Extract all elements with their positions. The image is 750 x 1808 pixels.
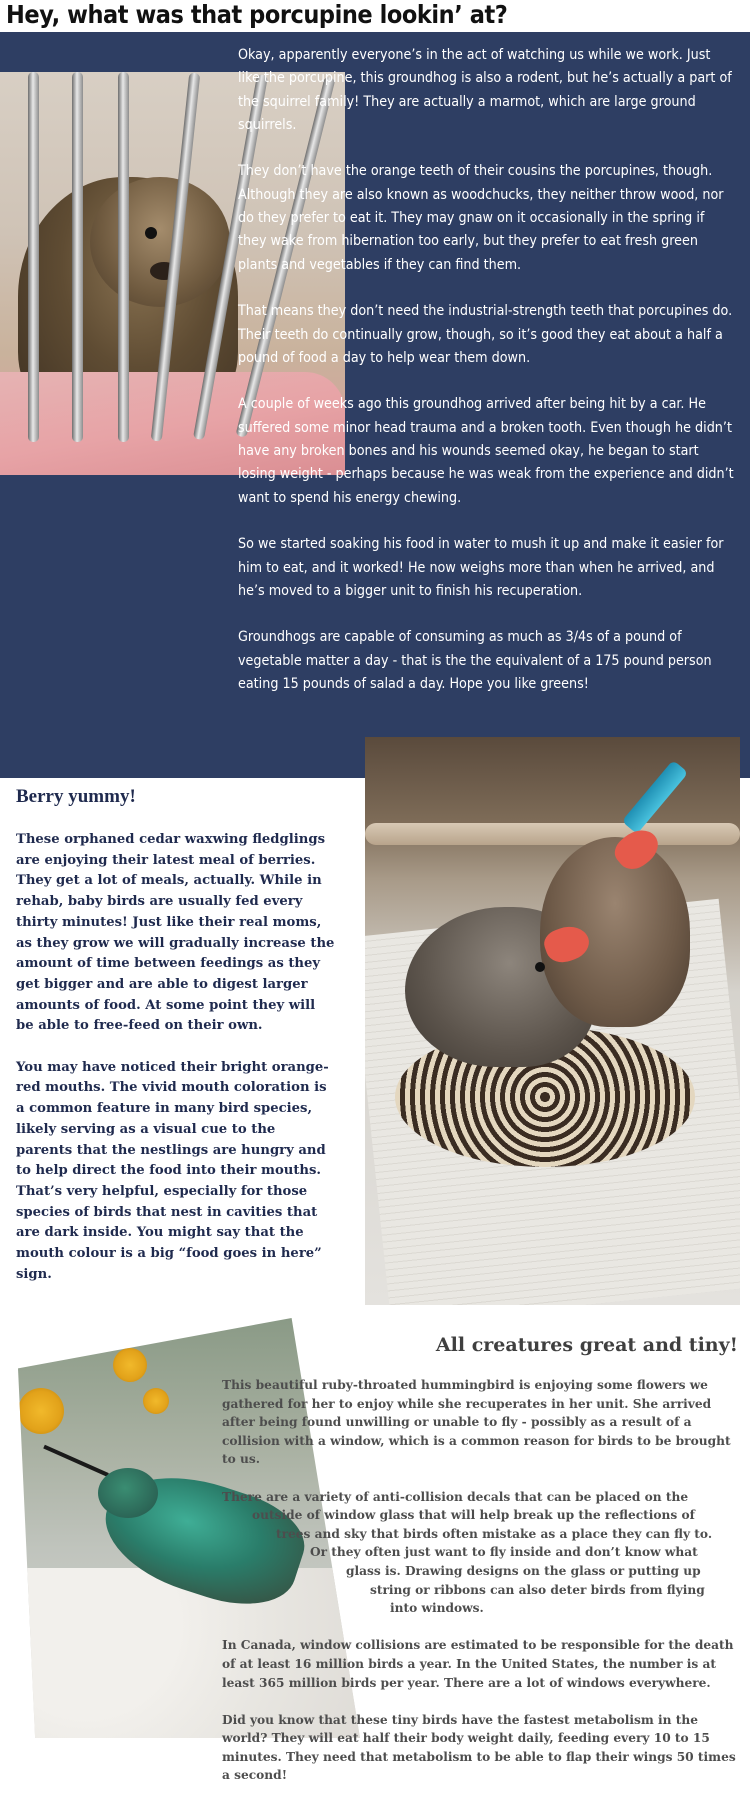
waxwing-title: Berry yummy! [16, 786, 136, 807]
cage-bar [28, 72, 39, 442]
text-line: outside of window glass that will help break up the reflections of [252, 1508, 695, 1523]
text-line: trees and sky that birds often mistake as a place they can fly to. [276, 1526, 713, 1541]
hummingbird-beak [43, 1445, 109, 1477]
groundhog-paragraph: So we started soaking his food in water to mush it up and make it easier for him to eat, and it worked! He now weighs more than when he arrived, and he’s moved to a bigger unit to finish his recuperation. [238, 536, 724, 599]
cage-bar [118, 72, 129, 442]
hummingbird-title: All creatures great and tiny! [435, 1334, 738, 1356]
hummingbird-paragraph: Did you know that these tiny birds have the fastest metabolism in the world? They will eat half their body weight daily, feeding every 10 to 15 minutes. They need that metabolism to be able to flap their wings 50 times a second! [222, 1712, 736, 1783]
hummingbird-head [98, 1468, 158, 1518]
waxwing-photo [365, 737, 740, 1305]
groundhog-paragraph: A couple of weeks ago this groundhog arrived after being hit by a car. He suffered some minor head trauma and a broken tooth. Even though he didn’t have any broken bones and his wounds seemed okay, he began to start losing weight - perhaps because he was weak from the experience and didn’t want to spend his energy chewing. [238, 396, 734, 506]
groundhog-paragraph: Okay, apparently everyone’s in the act of watching us while we work. Just like the porcupine, this groundhog is also a rodent, but he’s actually a part of the squirrel family! They are actually a marmot, which are large ground squirrels. [238, 47, 732, 133]
text-line: string or ribbons can also deter birds from flying [370, 1582, 705, 1597]
fledgling-eye [535, 962, 545, 972]
hummingbird-paragraph: In Canada, window collisions are estimated to be responsible for the death of at least 16 million birds a year. In the United States, the number is at least 365 million birds per year. There are a lot of windows everywhere. [222, 1638, 734, 1690]
text-line: into windows. [390, 1601, 484, 1616]
groundhog-title: Hey, what was that porcupine lookin’ at? [6, 0, 508, 29]
groundhog-paragraph: That means they don’t need the industrial-strength teeth that porcupines do. Their teeth do continually grow, though, so it’s good they eat about a half a pound of food a day to help wear them down. [238, 303, 733, 366]
groundhog-eye [145, 227, 157, 239]
waxwing-paragraph: These orphaned cedar waxwing fledglings are enjoying their latest meal of berries. They get a lot of meals, actually. While in rehab, baby birds are usually fed every thirty minutes! Just like their real moms, as they grow we will gradually increase the amount of time between feedings as they get bigger and are able to digest larger amounts of food. At some point they will be able to free-feed on their own. [16, 832, 335, 1034]
text-line: Or they often just want to fly inside and don’t know what [310, 1545, 698, 1560]
cage-bar [72, 72, 83, 442]
groundhog-paragraph: Groundhogs are capable of consuming as much as 3/4s of a pound of vegetable matter a day - that is the the equivalent of a 175 pound person eating 15 pounds of salad a day. Hope you like greens! [238, 629, 712, 693]
hummingbird-paragraph-stepped [222, 1488, 740, 1618]
text-line: There are a variety of anti-collision decals that can be placed on the [222, 1489, 689, 1504]
groundhog-article [238, 44, 734, 720]
flower [18, 1388, 64, 1434]
groundhog-paragraph: They don’t have the orange teeth of their cousins the porcupines, though. Although they are also known as woodchucks, they neither throw wood, nor do they prefer to eat it. They may gnaw on it occasionally in the spring if they wake from hibernation too early, but they prefer to eat fresh green plants and vegetables if they can find them. [238, 163, 724, 273]
flower [143, 1388, 169, 1414]
hummingbird-article [222, 1376, 740, 1804]
groundhog-head [90, 177, 230, 307]
flower [113, 1348, 147, 1382]
hummingbird-paragraph: This beautiful ruby-throated hummingbird is enjoying some flowers we gathered for her to enjoy while she recuperates in her unit. She arrived after being found unwilling or unable to fly - possibly as a result of a collision with a window, which is a common reason for birds to be brought to us. [222, 1378, 731, 1467]
waxwing-paragraph: You may have noticed their bright orange-red mouths. The vivid mouth coloration is a common feature in many bird species, likely serving as a visual cue to the parents that the nestlings are hungry and to help direct the food into their mouths. That’s very helpful, especially for those species of birds that nest in cavities that are dark inside. You might say that the mouth colour is a big “food goes in here” sign. [16, 1059, 329, 1282]
branch [365, 823, 740, 845]
waxwing-article [16, 830, 336, 1306]
text-line: glass is. Drawing designs on the glass or putting up [346, 1563, 701, 1578]
